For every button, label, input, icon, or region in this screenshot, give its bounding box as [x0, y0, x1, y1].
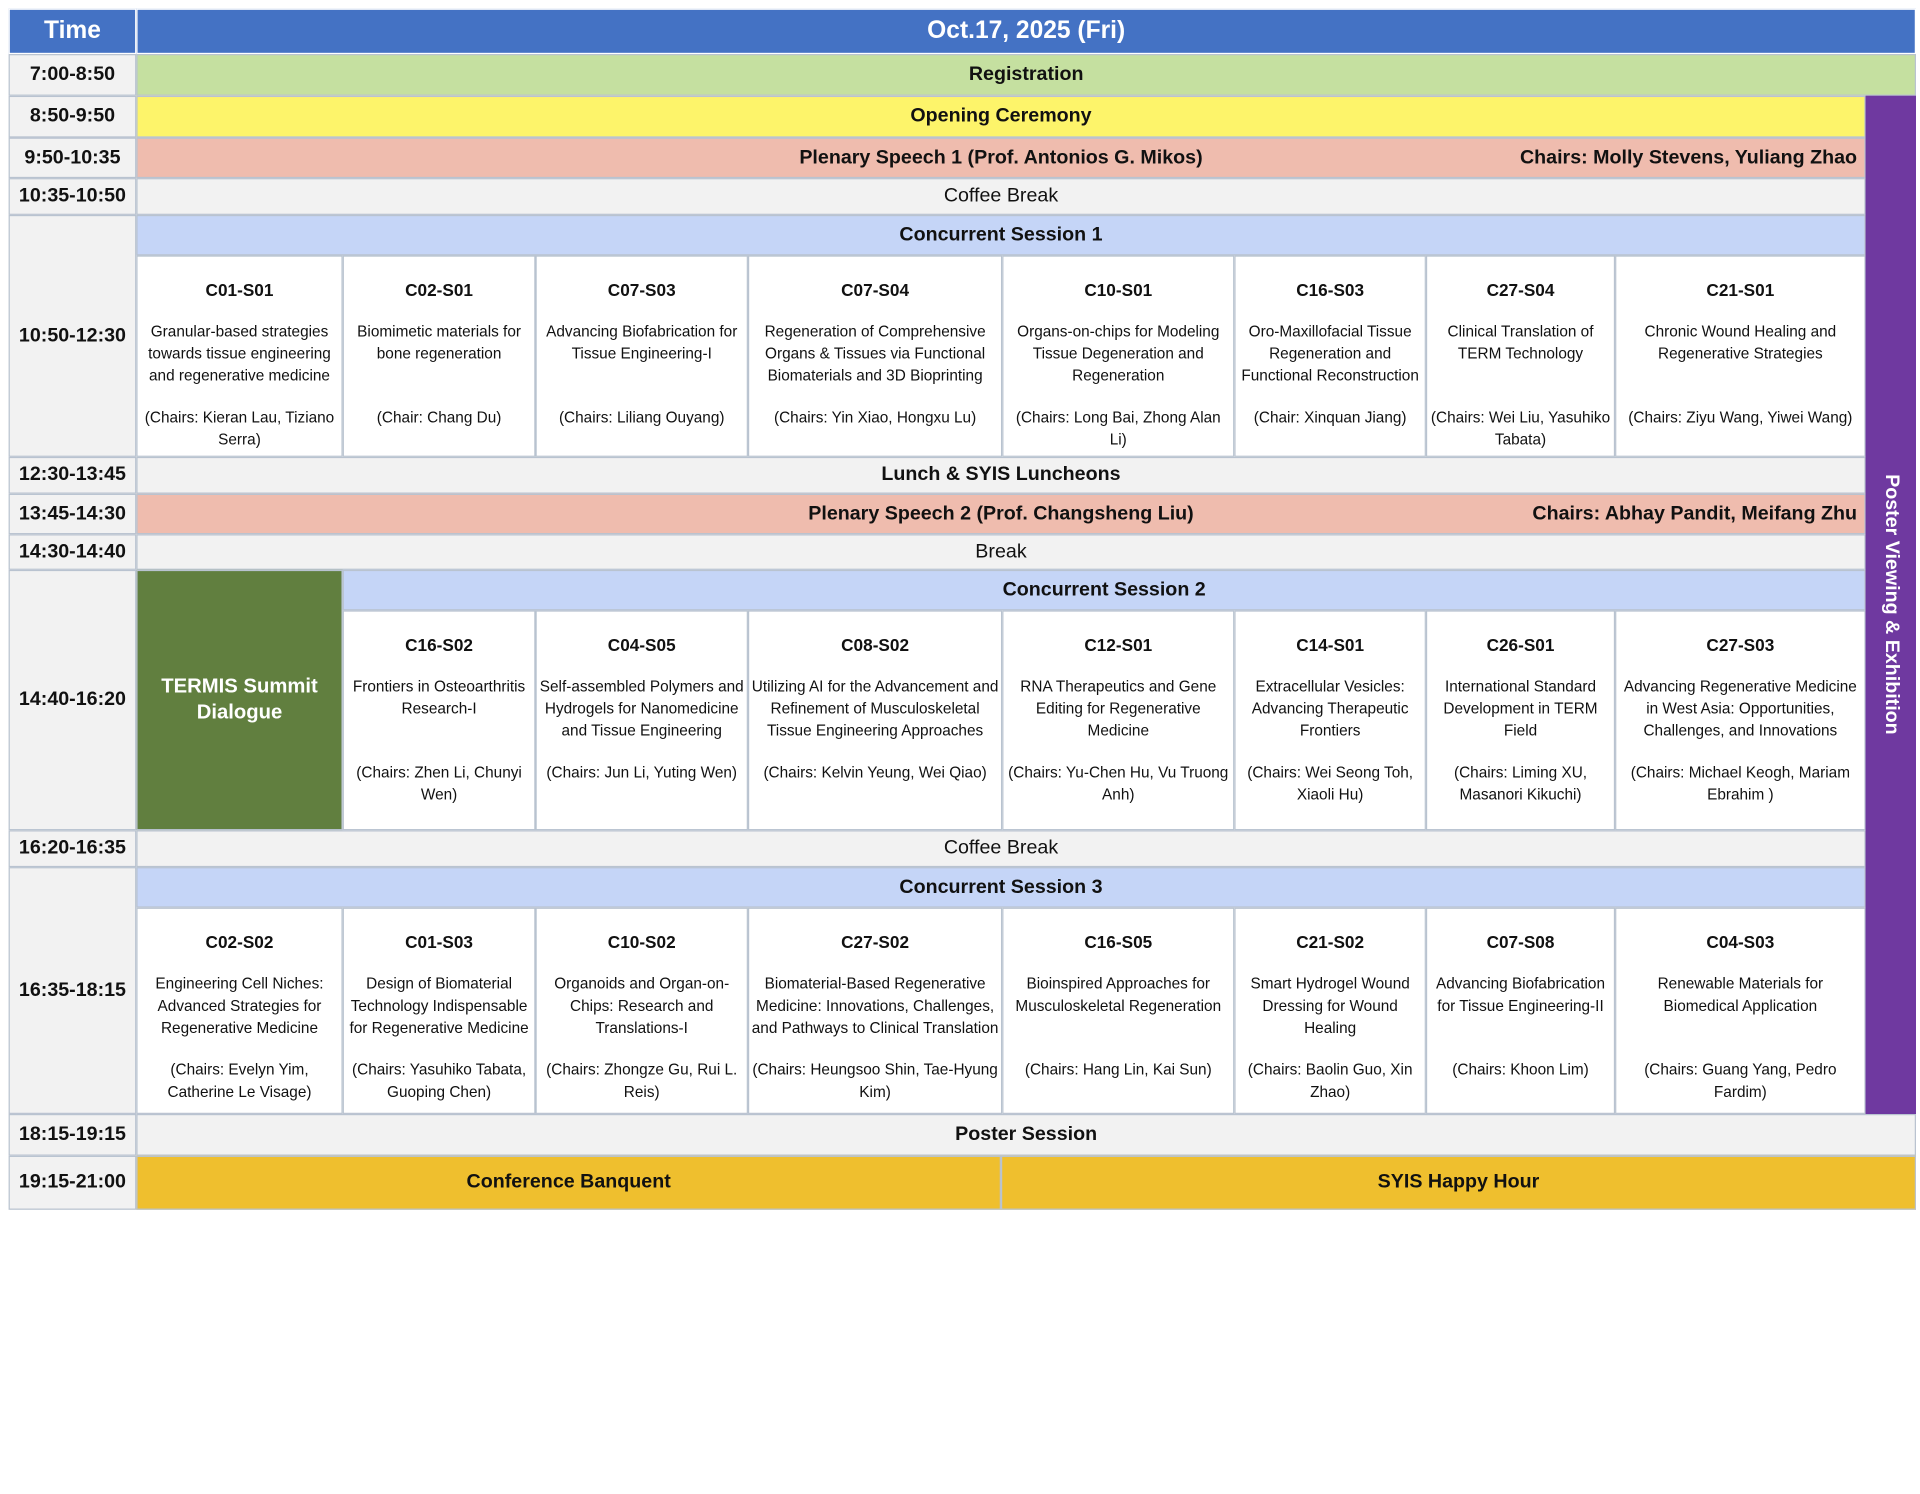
track-chairs: (Chairs: Khoon Lim) [1452, 1061, 1589, 1079]
track-title: Advancing Biofabrication for Tissue Engineering-II [1436, 975, 1606, 1015]
lunch-block: Lunch & SYIS Luncheons [136, 457, 1865, 494]
track-chairs: (Chairs: Hang Lin, Kai Sun) [1024, 1061, 1212, 1079]
termis-summit-dialogue [136, 570, 342, 830]
track-code: C14-S01 [1296, 634, 1365, 655]
time-slot: 9:50-10:35 [9, 138, 137, 179]
time-slot: 14:40-16:20 [9, 570, 137, 830]
session-track [748, 610, 1002, 830]
plenary-speech-1 [136, 138, 1865, 179]
track-chairs: (Chairs: Yu-Chen Hu, Vu Truong Anh) [1008, 763, 1229, 804]
session-track [1002, 610, 1234, 830]
track-code: C07-S08 [1486, 932, 1555, 952]
track-chairs: (Chairs: Yasuhiko Tabata, Guoping Chen) [352, 1061, 527, 1101]
track-code: C07-S04 [841, 280, 910, 300]
track-code: C08-S02 [841, 634, 910, 655]
session-track [343, 908, 536, 1114]
track-title: Bioinspired Approaches for Musculoskeletal Regeneration [1015, 975, 1222, 1015]
session-track [535, 610, 747, 830]
track-code: C02-S01 [405, 280, 474, 300]
track-code: C27-S03 [1706, 634, 1775, 655]
track-chairs: (Chairs: Guang Yang, Pedro Fardim) [1644, 1061, 1837, 1101]
track-chairs: (Chairs: Yin Xiao, Hongxu Lu) [773, 408, 977, 427]
track-chairs: (Chair: Xinquan Jiang) [1253, 408, 1407, 427]
termis-label: TERMIS Summit Dialogue [161, 675, 318, 724]
session-track [535, 908, 747, 1114]
track-chairs: (Chairs: Ziyu Wang, Yiwei Wang) [1628, 408, 1853, 427]
opening-ceremony-block: Opening Ceremony [136, 96, 1865, 138]
session-track [1234, 610, 1426, 830]
track-title: Biomaterial-Based Regenerative Medicine: Innovations, Challenges, and Pathways to Clinical Translation [751, 975, 999, 1037]
session-track [1615, 255, 1866, 456]
track-title: Organoids and Organ-on-Chips: Research and Translations-I [554, 975, 730, 1037]
track-chairs: (Chairs: Jun Li, Yuting Wen) [546, 763, 738, 782]
concurrent-session-1-header: Concurrent Session 1 [136, 215, 1865, 256]
session-track [1426, 908, 1615, 1114]
track-title: Oro-Maxillofacial Tissue Regeneration and Functional Reconstruction [1241, 323, 1419, 385]
time-slot: 8:50-9:50 [9, 96, 137, 138]
track-code: C01-S01 [205, 280, 274, 300]
track-title: Extracellular Vesicles: Advancing Therapeutic Frontiers [1251, 677, 1409, 740]
plenary-1-chairs: Chairs: Molly Stevens, Yuliang Zhao [1519, 146, 1858, 168]
track-code: C21-S02 [1296, 932, 1365, 952]
plenary-2-title: Plenary Speech 2 (Prof. Changsheng Liu) [808, 502, 1194, 524]
track-code: C16-S05 [1084, 932, 1153, 952]
track-code: C12-S01 [1084, 634, 1153, 655]
track-chairs: (Chairs: Liliang Ouyang) [558, 408, 725, 427]
track-code: C10-S01 [1084, 280, 1153, 300]
track-title: Organs-on-chips for Modeling Tissue Degeneration and Regeneration [1017, 323, 1220, 385]
session-track [748, 255, 1002, 456]
coffee-break: Coffee Break [136, 830, 1865, 867]
session-track [535, 255, 747, 456]
track-title: Clinical Translation of TERM Technology [1447, 323, 1594, 363]
track-chairs: (Chairs: Liming XU, Masanori Kikuchi) [1453, 763, 1588, 804]
track-code: C16-S03 [1296, 280, 1365, 300]
track-code: C04-S03 [1706, 932, 1775, 952]
track-title: Granular-based strategies towards tissue engineering and regenerative medicine [148, 323, 331, 385]
track-code: C27-S02 [841, 932, 910, 952]
track-chairs: (Chairs: Evelyn Yim, Catherine Le Visage) [167, 1061, 312, 1101]
session-track [343, 255, 536, 456]
track-title: Utilizing AI for the Advancement and Refinement of Musculoskeletal Tissue Engineering Approaches [751, 677, 999, 740]
time-slot: 12:30-13:45 [9, 457, 137, 494]
plenary-2-chairs: Chairs: Abhay Pandit, Meifang Zhu [1532, 502, 1858, 524]
time-slot: 16:35-18:15 [9, 867, 137, 1114]
time-slot: 19:15-21:00 [9, 1156, 137, 1210]
plenary-1-title: Plenary Speech 1 (Prof. Antonios G. Mikos) [799, 146, 1203, 168]
track-title: Design of Biomaterial Technology Indispensable for Regenerative Medicine [349, 975, 529, 1037]
time-slot: 10:50-12:30 [9, 215, 137, 457]
track-code: C21-S01 [1706, 280, 1775, 300]
track-chairs: (Chairs: Zhongze Gu, Rui L. Reis) [546, 1061, 738, 1101]
track-title: Smart Hydrogel Wound Dressing for Wound Healing [1250, 975, 1410, 1037]
coffee-break: Coffee Break [136, 178, 1865, 215]
track-title: Renewable Materials for Biomedical Application [1657, 975, 1824, 1015]
poster-session-block: Poster Session [136, 1114, 1916, 1156]
track-title: Advancing Regenerative Medicine in West Asia: Opportunities, Challenges, and Innovations [1623, 677, 1857, 740]
track-title: Frontiers in Osteoarthritis Research-I [352, 677, 526, 718]
track-chairs: (Chairs: Michael Keogh, Mariam Ebrahim ) [1630, 763, 1850, 804]
track-chairs: (Chairs: Wei Seong Toh, Xiaoli Hu) [1247, 763, 1414, 804]
conference-banquet-block: Conference Banquent [136, 1156, 1001, 1210]
session-track [1002, 908, 1234, 1114]
date-header: Oct.17, 2025 (Fri) [136, 9, 1916, 54]
track-chairs: (Chairs: Long Bai, Zhong Alan Li) [1015, 408, 1221, 449]
track-chairs: (Chairs: Kelvin Yeung, Wei Qiao) [763, 763, 987, 782]
track-code: C04-S05 [607, 634, 676, 655]
session-track [136, 908, 342, 1114]
track-chairs: (Chair: Chang Du) [376, 408, 502, 427]
session-track [1426, 610, 1615, 830]
session-track [1615, 610, 1866, 830]
track-code: C07-S03 [607, 280, 676, 300]
session-track [1234, 908, 1426, 1114]
time-slot: 13:45-14:30 [9, 494, 137, 535]
track-code: C01-S03 [405, 932, 474, 952]
schedule-table [9, 9, 1916, 1210]
session-track [343, 610, 536, 830]
plenary-speech-2 [136, 494, 1865, 535]
track-title: RNA Therapeutics and Gene Editing for Regenerative Medicine [1020, 677, 1217, 740]
concurrent-session-3-header: Concurrent Session 3 [136, 867, 1865, 908]
track-code: C27-S04 [1486, 280, 1555, 300]
time-slot: 14:30-14:40 [9, 534, 137, 570]
poster-viewing-label: Poster Viewing & Exhibition [1880, 474, 1902, 736]
session-track [136, 255, 342, 456]
session-track [1002, 255, 1234, 456]
track-title: Engineering Cell Niches: Advanced Strategies for Regenerative Medicine [155, 975, 324, 1037]
time-slot: 16:20-16:35 [9, 830, 137, 867]
session-track [1426, 255, 1615, 456]
track-title: Biomimetic materials for bone regeneration [357, 323, 521, 363]
registration-block: Registration [136, 54, 1916, 96]
syis-happy-hour-block: SYIS Happy Hour [1001, 1156, 1916, 1210]
time-slot: 7:00-8:50 [9, 54, 137, 96]
session-track [1615, 908, 1866, 1114]
track-chairs: (Chairs: Wei Liu, Yasuhiko Tabata) [1430, 408, 1611, 449]
track-title: Chronic Wound Healing and Regenerative Strategies [1644, 323, 1837, 363]
time-slot: 10:35-10:50 [9, 178, 137, 215]
track-chairs: (Chairs: Zhen Li, Chunyi Wen) [356, 763, 522, 804]
track-chairs: (Chairs: Baolin Guo, Xin Zhao) [1247, 1061, 1413, 1101]
break-block: Break [136, 534, 1865, 570]
track-code: C26-S01 [1486, 634, 1555, 655]
session-track [1234, 255, 1426, 456]
track-title: International Standard Development in TERM Field [1443, 677, 1598, 740]
track-code: C02-S02 [205, 932, 274, 952]
time-column-header: Time [9, 9, 137, 54]
track-chairs: (Chairs: Kieran Lau, Tiziano Serra) [144, 408, 335, 449]
poster-viewing-exhibition [1866, 96, 1916, 1114]
track-title: Advancing Biofabrication for Tissue Engineering-I [546, 323, 738, 363]
track-chairs: (Chairs: Heungsoo Shin, Tae-Hyung Kim) [752, 1061, 998, 1101]
track-code: C10-S02 [607, 932, 676, 952]
track-code: C16-S02 [405, 634, 474, 655]
track-title: Regeneration of Comprehensive Organs & Tissues via Functional Biomaterials and 3D Bioprinting [764, 323, 986, 385]
session-track [748, 908, 1002, 1114]
track-title: Self-assembled Polymers and Hydrogels for Nanomedicine and Tissue Engineering [539, 677, 744, 740]
concurrent-session-2-header: Concurrent Session 2 [343, 570, 1866, 611]
time-slot: 18:15-19:15 [9, 1114, 137, 1156]
